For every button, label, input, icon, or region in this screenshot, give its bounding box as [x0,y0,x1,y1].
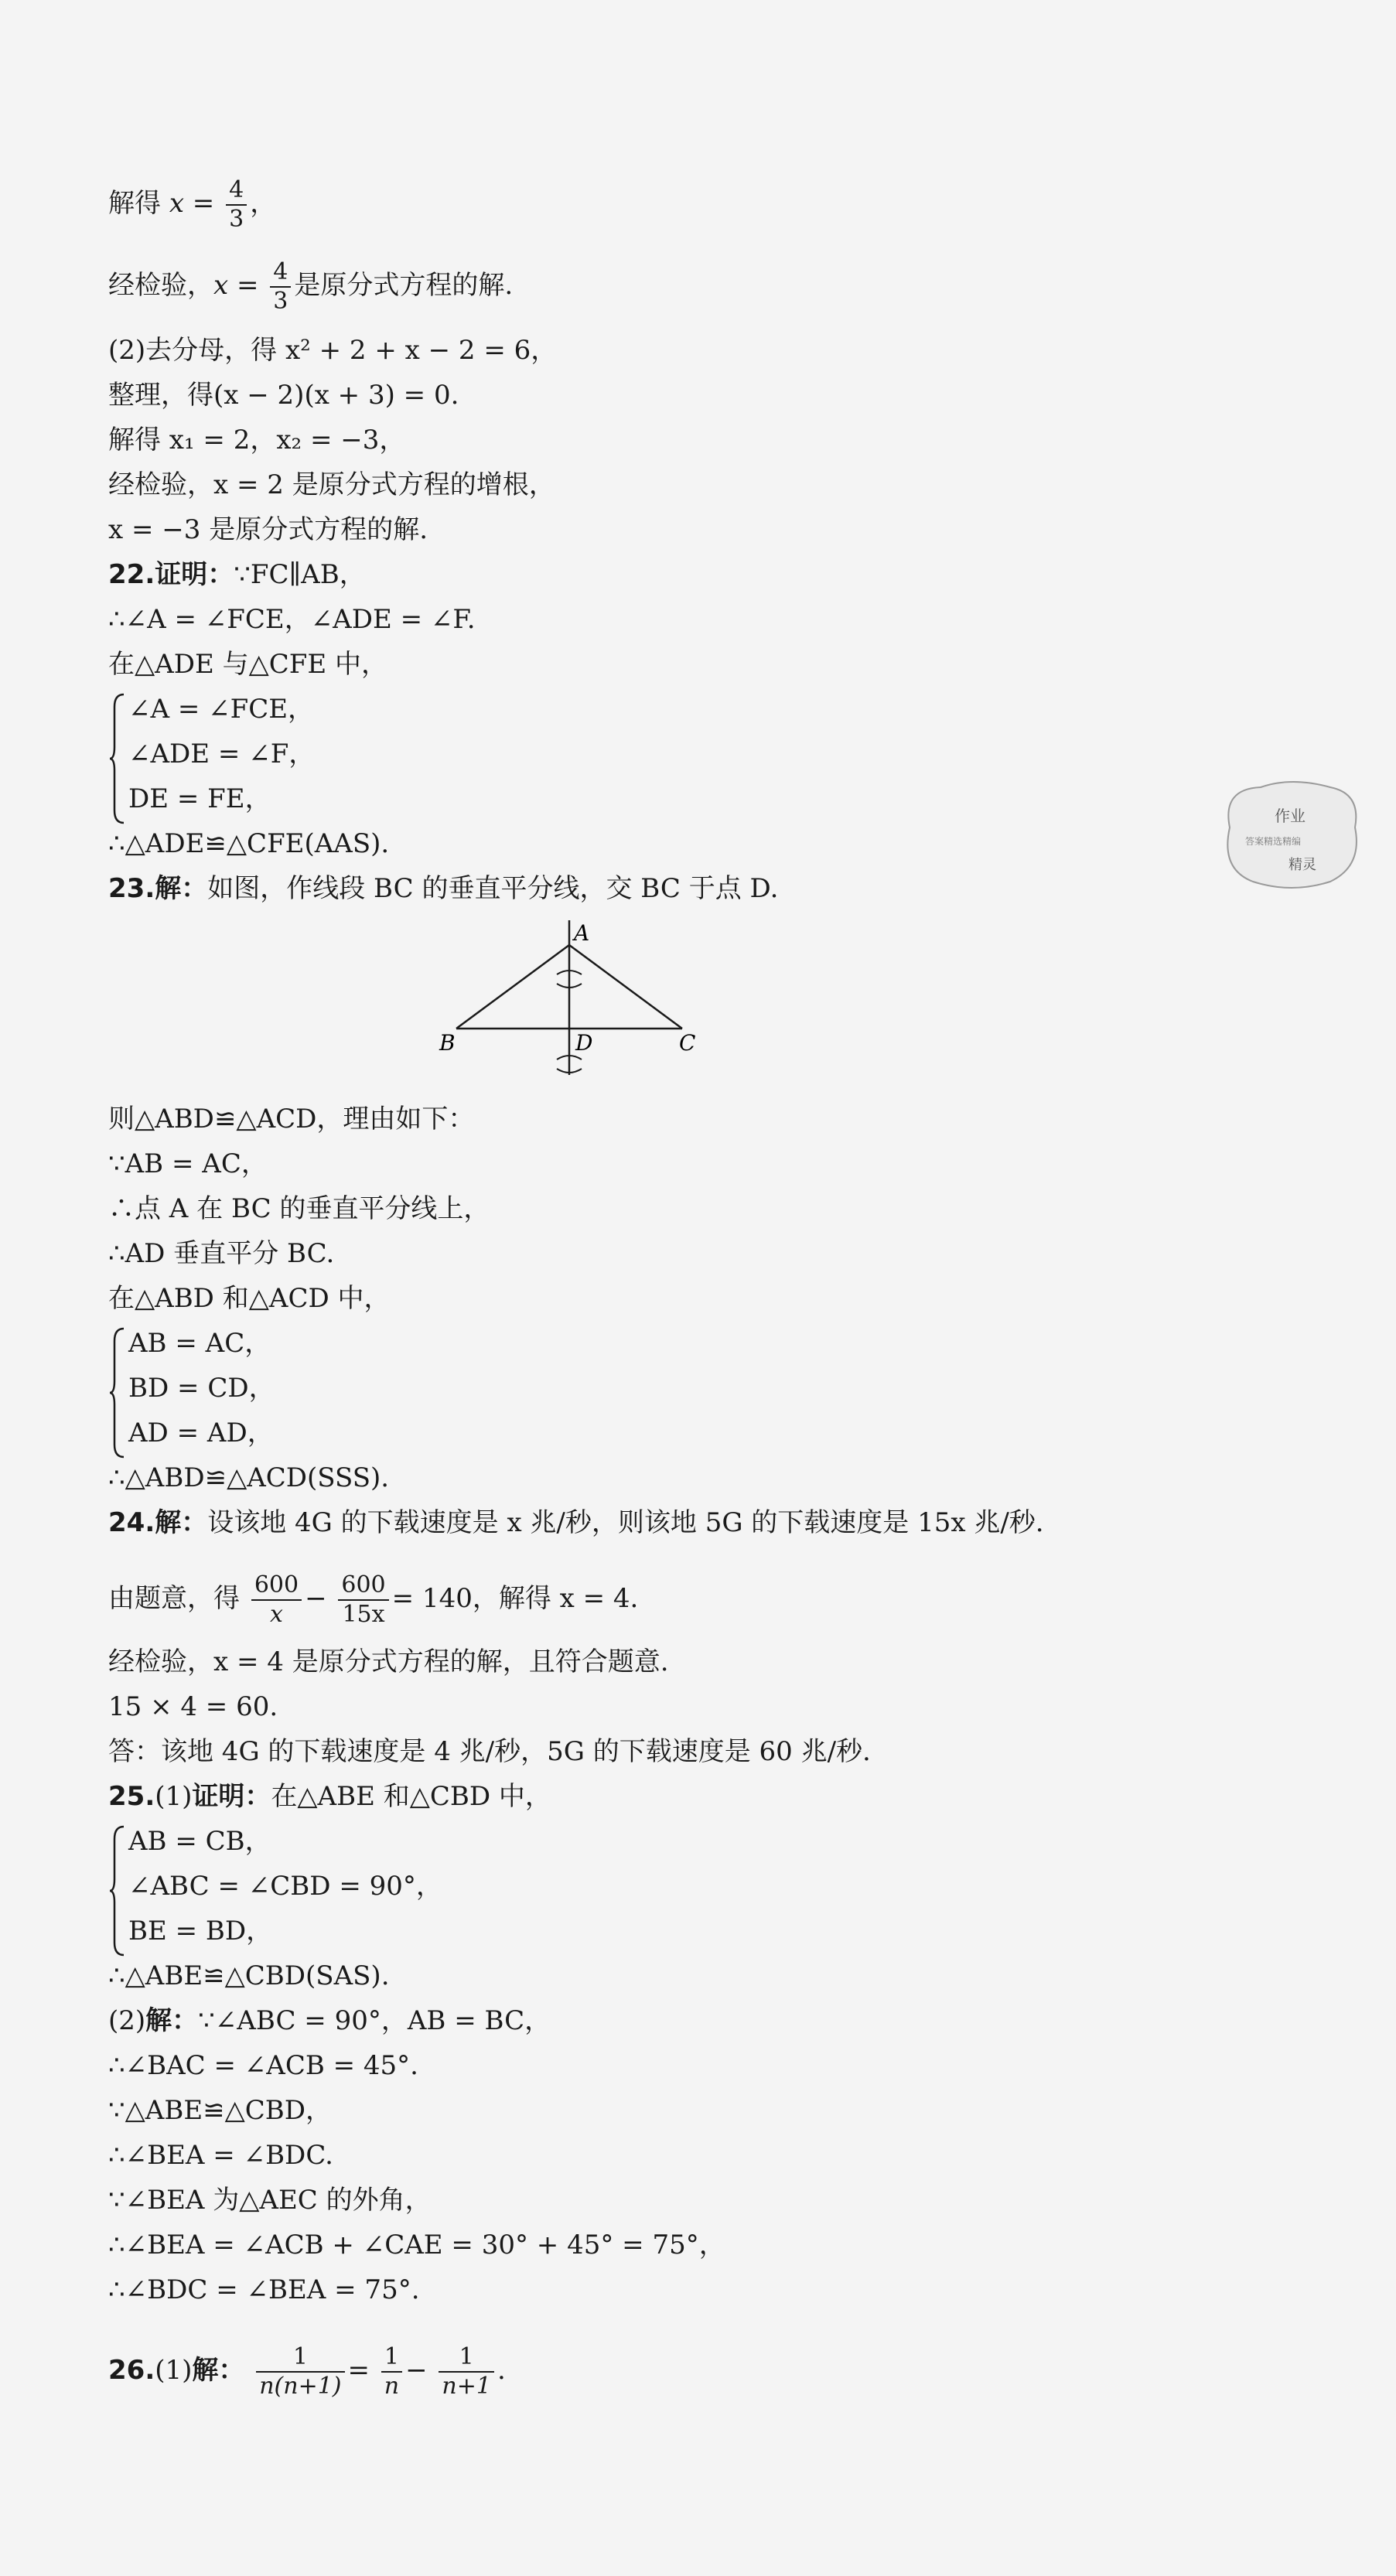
condition-line: DE = FE， [128,783,271,814]
solution-line: 在△ADE 与△CFE 中， [108,649,387,680]
solution-line: 解得 x = $\frac{4}{3}$ ， [108,176,277,233]
solution-line: 解得 x₁ = 2，x₂ = −3， [108,425,406,455]
text: = 140，解得 x = 4. [391,1583,639,1614]
solution-label: 解： [155,1507,208,1538]
solution-line: ∴AD 垂直平分 BC. [108,1238,335,1269]
fraction: $\frac{600}{x}$ [251,1571,302,1629]
condition-line: ∠A = ∠FCE， [128,694,315,725]
question-25-heading [108,1779,551,1814]
solution-line: ∴∠BEA = ∠BDC. [108,2140,333,2171]
solution-line: 经检验，x = $\frac{4}{3}$ 是原分式方程的解. [108,258,514,315]
question-number: 25. [108,1781,155,1812]
solution-line: ∴∠A = ∠FCE，∠ADE = ∠F. [108,604,476,635]
question-number: 23. [108,873,155,904]
label-c: C [679,1030,696,1056]
text: ∵∠ABC = 90°，AB = BC， [198,2005,551,2036]
solution-label: 解： [145,2005,199,2036]
solution-line: ∴△ADE≌△CFE(AAS). [108,828,390,859]
question-23-heading [108,871,778,906]
svg-text:答案精选精编: 答案精选精编 [1245,836,1302,847]
solution-line: ∴∠BDC = ∠BEA = 75°. [108,2274,420,2305]
solution-label: 解： [155,873,208,904]
question-26-heading: 26.(1)解： $\frac{1}{n(n+1)}$ = $\frac{1}{n}$ − $\frac{1}{n+1}$ . [108,2343,506,2400]
triangle-figure [433,913,712,1083]
part-label: (2) [108,2005,146,2036]
proof-label: 证明： [192,1781,271,1812]
solution-line: 答：该地 4G 的下载速度是 4 兆/秒，5G 的下载速度是 60 兆/秒. [108,1736,871,1767]
solution-line: ∴△ABE≌△CBD(SAS). [108,1960,390,1991]
solution-line [108,2003,551,2039]
fraction: $\frac{600}{15x}$ [338,1571,388,1629]
solution-line: 由题意，得 $\frac{600}{x}$ − $\frac{600}{15x}$ = 140，解得 x = 4. [108,1571,639,1628]
label-b: B [439,1030,456,1056]
text: 经检验， [108,270,213,301]
solution-line: 15 × 4 = 60. [108,1691,278,1722]
label-a: A [574,920,590,946]
proof-label: 证明： [155,559,234,590]
fraction: $\frac{1}{n(n+1)}$ [256,2343,344,2400]
solution-line: ∵AB = AC， [108,1148,268,1179]
watermark-stamp-icon [1214,773,1369,897]
question-number: 22. [108,559,155,590]
svg-text:精灵: 精灵 [1288,857,1316,873]
text: 设该地 4G 的下载速度是 x 兆/秒，则该地 5G 的下载速度是 15x 兆/秒. [207,1507,1044,1538]
solution-line: 经检验，x = 4 是原分式方程的解，且符合题意. [108,1646,669,1677]
condition-line: AD = AD， [128,1418,274,1448]
solution-line: ∴∠BAC = ∠ACB = 45°. [108,2050,418,2081]
solution-line: x = −3 是原分式方程的解. [108,514,428,545]
left-brace-icon [108,1824,125,1958]
question-number: 24. [108,1507,155,1538]
label-d: D [575,1030,593,1056]
solution-line: 在△ABD 和△ACD 中， [108,1283,391,1314]
solution-line: 则△ABD≌△ACD，理由如下： [108,1104,475,1134]
segment-ab [456,945,569,1029]
solution-line: ∴∠BEA = ∠ACB + ∠CAE = 30° + 45° = 75°， [108,2230,725,2260]
solution-line: ∵△ABE≌△CBD， [108,2095,333,2126]
segment-ac [569,945,682,1029]
left-brace-icon [108,691,125,826]
text: 如图，作线段 BC 的垂直平分线，交 BC 于点 D. [207,873,779,904]
svg-text:作业: 作业 [1275,807,1306,825]
condition-line: BE = BD， [128,1916,273,1947]
text: ∵FC∥AB， [234,559,366,590]
question-22-heading [108,557,366,592]
fraction: $\frac{4}{3}$ [226,176,247,234]
solution-line: ∴△ABD≌△ACD(SSS). [108,1462,390,1493]
left-brace-icon [108,1326,125,1460]
solution-line: ∴点 A 在 BC 的垂直平分线上， [108,1193,490,1224]
solution-line: ∵∠BEA 为△AEC 的外角， [108,2185,432,2216]
condition-line: BD = CD， [128,1373,275,1404]
question-24-heading [108,1505,1044,1540]
part-label: (1) [155,2355,193,2386]
part-label: (1) [155,1781,193,1812]
fraction: $\frac{4}{3}$ [270,258,291,316]
condition-line: AB = AC， [128,1328,271,1359]
solution-line: 整理，得(x − 2)(x + 3) = 0. [108,380,459,411]
condition-line: AB = CB， [128,1826,271,1857]
question-number: 26. [108,2355,155,2386]
text: 由题意，得 [108,1583,240,1614]
solution-line: 经检验，x = 2 是原分式方程的增根， [108,469,555,500]
text: 在△ABE 和△CBD 中， [271,1781,551,1812]
text: 解得 [108,188,169,219]
solution-label: 解： [192,2355,245,2386]
text: 是原分式方程的解. [294,270,514,301]
condition-line: ∠ADE = ∠F， [128,739,316,769]
condition-line: ∠ABC = ∠CBD = 90°， [128,1871,442,1902]
solution-line: (2)去分母，得 x² + 2 + x − 2 = 6， [108,335,558,366]
fraction: $\frac{1}{n}$ [381,2343,402,2400]
fraction: $\frac{1}{n+1}$ [439,2343,494,2400]
